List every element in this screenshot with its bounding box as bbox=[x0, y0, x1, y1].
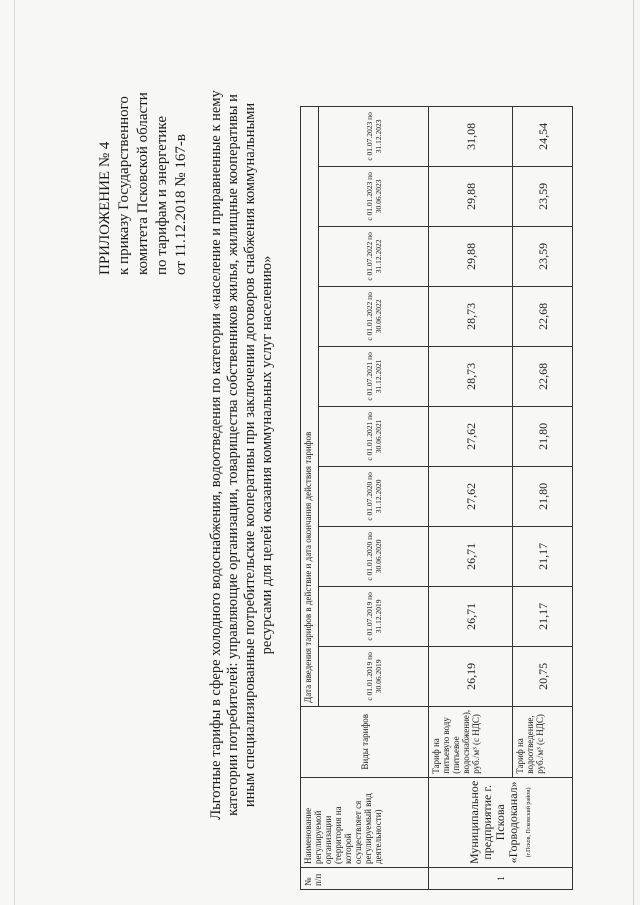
table-header-row-1 bbox=[301, 106, 319, 889]
appendix-title: ПРИЛОЖЕНИЕ № 4 bbox=[97, 141, 113, 275]
tariff-value: 21,80 bbox=[513, 466, 573, 526]
period-header: с 01.01.2023 по 30.06.2023 bbox=[319, 166, 429, 226]
tariff-value: 27,62 bbox=[429, 406, 513, 466]
tariff-value: 26,71 bbox=[429, 526, 513, 586]
tariff-value: 27,62 bbox=[429, 466, 513, 526]
appendix-block bbox=[96, 92, 191, 275]
period-header: с 01.01.2020 по 30.06.2020 bbox=[319, 526, 429, 586]
organization-area: (г.Псков, Псковский район) bbox=[526, 787, 532, 858]
tariff-value: 24,54 bbox=[513, 106, 573, 166]
organization-name: Муниципальное предприятие г. Пскова «Горводоканал» bbox=[467, 780, 520, 864]
header-organization: Наименование регулируемой организации (территория на которой осуществляет ся регулируемый вид деятельности) bbox=[301, 777, 429, 867]
appendix-order-line: к приказу Государственного bbox=[116, 96, 132, 275]
period-header: с 01.01.2021 по 30.06.2021 bbox=[319, 406, 429, 466]
row-number: 1 bbox=[429, 868, 573, 890]
period-header: с 01.01.2022 по 30.06.2022 bbox=[319, 286, 429, 346]
tariff-value: 28,73 bbox=[429, 286, 513, 346]
tariff-value: 29,88 bbox=[429, 166, 513, 226]
tariff-value: 21,80 bbox=[513, 406, 573, 466]
table-row bbox=[429, 106, 513, 889]
table-row bbox=[513, 106, 573, 889]
tariff-value: 28,73 bbox=[429, 346, 513, 406]
tariff-value: 23,59 bbox=[513, 226, 573, 286]
period-header: с 01.07.2023 по 31.12.2023 bbox=[319, 106, 429, 166]
organization-cell bbox=[429, 777, 573, 867]
header-tariff-types: Виды тарифов bbox=[301, 706, 429, 777]
header-dates: Дата введения тарифов в действие и дата окончания действия тарифов bbox=[301, 106, 319, 706]
period-header: с 01.01.2019 по 30.06.2019 bbox=[319, 646, 429, 706]
tariff-value: 29,88 bbox=[429, 226, 513, 286]
tariff-value: 22,68 bbox=[513, 346, 573, 406]
tariff-value: 26,71 bbox=[429, 586, 513, 646]
tariff-value: 26,19 bbox=[429, 646, 513, 706]
tariff-value: 22,68 bbox=[513, 286, 573, 346]
tariff-table bbox=[300, 106, 573, 890]
heading-line-4: ресурсами для целей оказания коммунальных услуг населению» bbox=[259, 255, 275, 655]
tariff-type-wastewater: Тариф на водоотведение, руб./м³ (с НДС) bbox=[513, 706, 573, 777]
period-header: с 01.07.2019 по 31.12.2019 bbox=[319, 586, 429, 646]
tariff-value: 23,59 bbox=[513, 166, 573, 226]
heading-line-2: категории потребителей: управляющие организации, товарищества собственников жилья, жилищные кооперативы и bbox=[225, 94, 241, 816]
tariff-value: 20,75 bbox=[513, 646, 573, 706]
header-number: № п/п bbox=[301, 868, 429, 890]
tariff-value: 31,08 bbox=[429, 106, 513, 166]
period-header: с 01.07.2021 по 31.12.2021 bbox=[319, 346, 429, 406]
period-header: с 01.07.2020 по 31.12.2020 bbox=[319, 466, 429, 526]
heading-line-3: иным специализированные потребительские кооперативы при заключении договоров снабжения коммунальными bbox=[242, 102, 258, 808]
period-header: с 01.07.2022 по 31.12.2022 bbox=[319, 226, 429, 286]
tariff-value: 21,17 bbox=[513, 586, 573, 646]
tariff-value: 21,17 bbox=[513, 526, 573, 586]
document-heading bbox=[208, 15, 276, 895]
tariff-type-drinking-water: Тариф на питьевую воду (питьевое водоснабжение), руб./м³ (с НДС) bbox=[429, 706, 513, 777]
appendix-date-line: от 11.12.2018 № 167-в bbox=[173, 134, 189, 275]
heading-line-1: Льготные тарифы в сфере холодного водоснабжения, водоотведения по категории «население и приравненные к нему bbox=[208, 90, 224, 820]
appendix-committee-line: комитета Псковской области bbox=[135, 92, 151, 275]
appendix-tariffs-line: по тарифам и энергетике bbox=[154, 116, 170, 275]
